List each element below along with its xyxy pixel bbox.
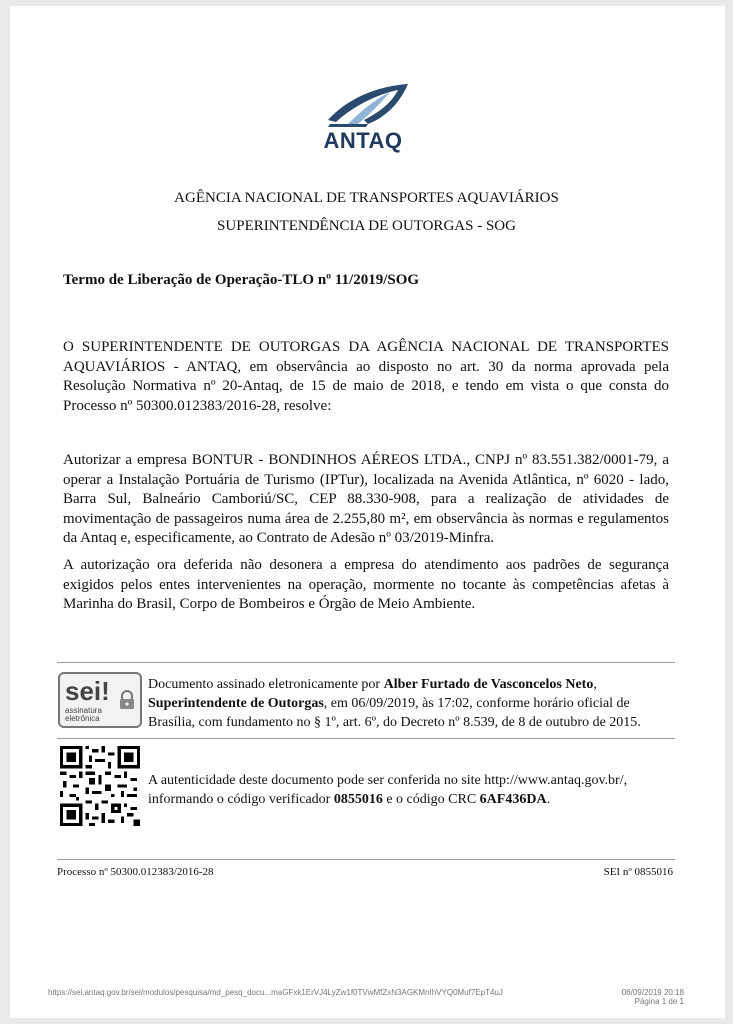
divider-middle bbox=[57, 738, 675, 739]
divider-top bbox=[57, 662, 675, 663]
authenticity-text bbox=[148, 771, 668, 809]
sei-number: SEI nº 0855016 bbox=[603, 866, 673, 878]
print-datetime: 06/09/2019 20:18 bbox=[621, 988, 684, 997]
authenticity-prefix: A autenticidade deste documento pode ser conferida no site http://www.antaq.gov.br/, informando o código verificador bbox=[148, 773, 628, 807]
signature-suffix: , em 06/09/2019, às 17:02, conforme horário oficial de Brasília, com fundamento no § 1º, art. 6º, do Decreto nº 8.539, de 8 de outubro de 2015. bbox=[148, 696, 641, 730]
department-name: SUPERINTENDÊNCIA DE OUTORGAS - SOG bbox=[217, 218, 516, 234]
print-datetime-block bbox=[622, 988, 684, 1006]
signer-role: Superintendente de Outorgas bbox=[148, 696, 324, 711]
verifier-code: 0855016 bbox=[333, 792, 383, 807]
paragraph-disclaimer: A autorização ora deferida não desonera a empresa do atendimento aos padrões de segurança exigidos pelos entes intervenientes na operação, mormente no tocante às competências afetas à Marinha do Brasil, Corpo de Bombeiros e Órgão de Meio Ambiente. bbox=[63, 557, 669, 612]
paragraph-preamble: O SUPERINTENDENTE DE OUTORGAS DA AGÊNCIA NACIONAL DE TRANSPORTES AQUAVIÁRIOS - ANTAQ, em observância ao disposto no art. 30 da norma aprovada pela Resolução Normativa nº 20-Antaq, de 15 de maio de 2018, e tendo em vista o que consta do Processo nº 50300.012383/2016-28, resolve: bbox=[63, 339, 669, 414]
antaq-logo-mark bbox=[308, 78, 418, 130]
sei-badge-word: sei! bbox=[65, 676, 110, 706]
paragraph-authorization: Autorizar a empresa BONTUR - BONDINHOS AÉREOS LTDA., CNPJ nº 83.551.382/0001-79, a operar a Instalação Portuária de Turismo (IPTur), localizada na Avenida Atlântica, nº 6020 - lado, Barra Sul, Balneário Camboriú/SC, CEP 88.330-908, para a realização de atividades de movimentação de passageiros numa área de 2.255,80 m², em observância às normas e regulamentos da Antaq e, especificamente, ao Contrato de Adesão nº 03/2019-Minfra. bbox=[63, 452, 669, 546]
antaq-logo bbox=[313, 78, 423, 156]
crc-code: 6AF436DA bbox=[479, 792, 547, 807]
divider-bottom bbox=[57, 859, 675, 860]
lock-icon bbox=[118, 690, 136, 710]
signature-text bbox=[148, 675, 668, 732]
document-title: Termo de Liberação de Operação-TLO nº 11/2019/SOG bbox=[63, 272, 420, 288]
authenticity-suffix: . bbox=[546, 792, 551, 807]
process-number: Processo nº 50300.012383/2016-28 bbox=[57, 866, 214, 878]
authenticity-mid: e o código CRC bbox=[382, 792, 480, 807]
signature-separator: , bbox=[593, 677, 597, 692]
qr-code-icon bbox=[60, 746, 140, 826]
sei-badge-subtitle: assinatura eletrônica bbox=[65, 706, 102, 723]
signer-name: Alber Furtado de Vasconcelos Neto bbox=[383, 677, 594, 692]
logo-text: ANTAQ bbox=[323, 128, 403, 153]
sei-signature-badge bbox=[58, 672, 142, 728]
print-page-count: Página 1 de 1 bbox=[634, 997, 684, 1006]
print-url: https://sei.antaq.gov.br/sei/modulos/pesquisa/md_pesq_docu...maGFxk1ErVJ4LyZw1f0TVwMfZsN3AGKMnIhVYQ0Muf7EpT4uJ bbox=[48, 988, 503, 997]
signature-prefix: Documento assinado eletronicamente por bbox=[148, 677, 384, 692]
agency-name: AGÊNCIA NACIONAL DE TRANSPORTES AQUAVIÁRIOS bbox=[174, 190, 559, 206]
